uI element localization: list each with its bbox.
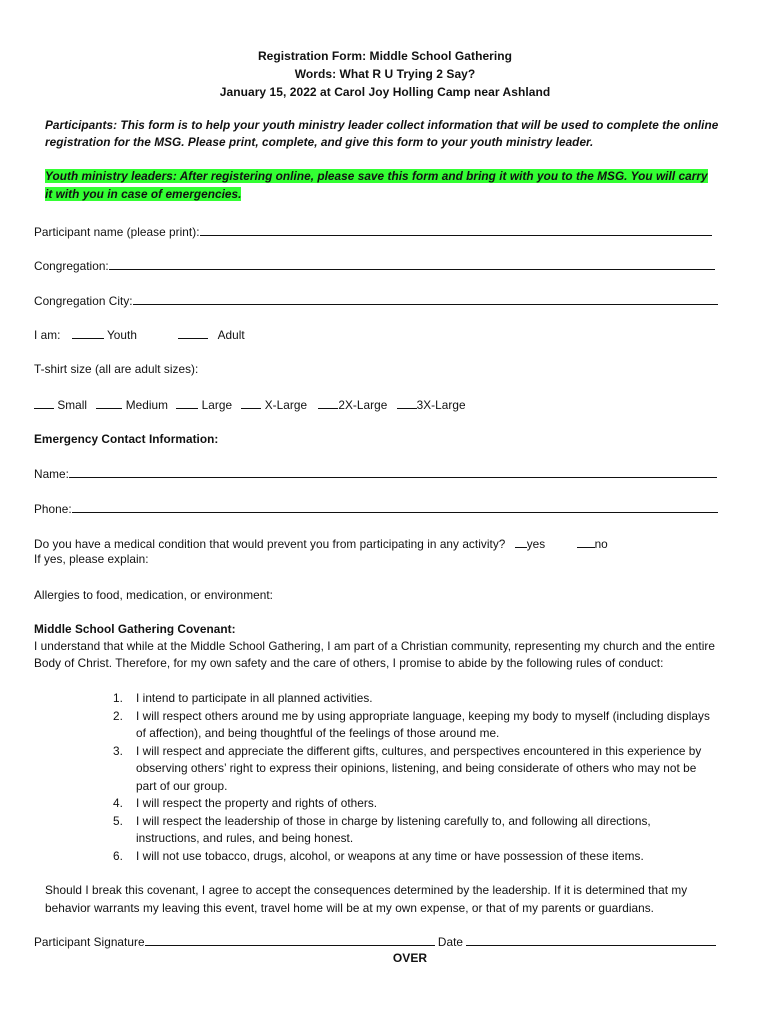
rule-number: 3. bbox=[113, 743, 123, 758]
congregation-field[interactable] bbox=[109, 257, 715, 270]
medical-no-blank[interactable] bbox=[577, 535, 595, 548]
emergency-name-label: Name: bbox=[34, 467, 69, 481]
form-title: Registration Form: Middle School Gathering bbox=[257, 49, 513, 63]
rule-text: I will respect the leadership of those in charge by listening carefully to, and following all directions, instructions, and rules, and being honest. bbox=[136, 813, 651, 845]
size-medium-blank[interactable] bbox=[96, 396, 122, 409]
rule-text: I will not use tobacco, drugs, alcohol, or weapons at any time or have possession of these items. bbox=[136, 848, 644, 863]
emergency-phone-field[interactable] bbox=[72, 500, 718, 513]
covenant-rule bbox=[113, 690, 713, 708]
congregation-city-label: Congregation City: bbox=[34, 294, 133, 308]
size-xlarge-label: X-Large bbox=[264, 398, 308, 412]
tshirt-sizes-row bbox=[34, 396, 466, 414]
participant-instructions: Participants: This form is to help your youth ministry leader collect information that will be used to complete the online registration for the MSG. Please print, complete, and give this form to your youth ministry leader. bbox=[45, 118, 719, 149]
size-small-blank[interactable] bbox=[34, 396, 54, 409]
size-xlarge-blank[interactable] bbox=[241, 396, 261, 409]
congregation-city-row bbox=[34, 292, 718, 310]
medical-yes-blank[interactable] bbox=[515, 535, 527, 548]
over-indicator: OVER bbox=[392, 951, 428, 965]
date-label: Date bbox=[437, 935, 464, 949]
covenant-consequence: Should I break this covenant, I agree to accept the consequences determined by the leadership. If it is determined that my behavior warrants my leaving this event, travel home will be at my own expense, or that of my parents or guardians. bbox=[45, 883, 688, 915]
adult-label: Adult bbox=[217, 328, 245, 342]
youth-label: Youth bbox=[106, 328, 137, 342]
adult-blank[interactable] bbox=[178, 326, 208, 339]
congregation-row bbox=[34, 257, 715, 275]
emergency-name-row bbox=[34, 465, 717, 483]
participant-name-label: Participant name (please print): bbox=[34, 225, 200, 239]
leaders-note-line1: Youth ministry leaders: After registering online, please save this form and bring it with you to the MSG. You will carry bbox=[45, 169, 708, 183]
form-header bbox=[0, 47, 770, 101]
medical-explain-label: If yes, please explain: bbox=[34, 552, 149, 566]
size-3xlarge-label: 3X-Large bbox=[416, 398, 466, 412]
leaders-note-line2: it with you in case of emergencies. bbox=[45, 186, 242, 201]
signature-label: Participant Signature bbox=[34, 935, 145, 949]
signature-field[interactable] bbox=[145, 933, 435, 946]
covenant-rule bbox=[113, 708, 713, 743]
covenant-rule bbox=[113, 813, 713, 848]
rule-number: 6. bbox=[113, 848, 123, 863]
covenant-rule bbox=[113, 795, 713, 813]
i-am-label: I am: bbox=[34, 328, 61, 342]
emergency-phone-row bbox=[34, 500, 718, 518]
emergency-contact-heading: Emergency Contact Information: bbox=[34, 432, 219, 446]
rule-text: I will respect and appreciate the different gifts, cultures, and perspectives encountered in this experience by observing others’ right to express their opinions, listening, and being considerate of others who may not be part of our group. bbox=[136, 743, 702, 793]
tshirt-label: T-shirt size (all are adult sizes): bbox=[34, 362, 199, 376]
leaders-note bbox=[45, 168, 745, 203]
covenant-rule bbox=[113, 848, 713, 866]
size-2xlarge-blank[interactable] bbox=[318, 396, 338, 409]
size-2xlarge-label: 2X-Large bbox=[338, 398, 388, 412]
rule-number: 1. bbox=[113, 691, 123, 705]
size-small-label: Small bbox=[57, 398, 88, 412]
emergency-name-field[interactable] bbox=[69, 465, 717, 478]
size-large-blank[interactable] bbox=[176, 396, 198, 409]
covenant-rules-list bbox=[113, 690, 713, 865]
participant-name-field[interactable] bbox=[200, 223, 712, 236]
rule-text: I will respect the property and rights of others. bbox=[136, 796, 378, 810]
participant-name-row bbox=[34, 223, 712, 241]
event-theme: Words: What R U Trying 2 Say? bbox=[294, 67, 476, 81]
allergies-label: Allergies to food, medication, or environment: bbox=[34, 588, 274, 602]
covenant-section bbox=[34, 621, 734, 673]
size-large-label: Large bbox=[201, 398, 233, 412]
congregation-city-field[interactable] bbox=[133, 292, 718, 305]
size-medium-label: Medium bbox=[125, 398, 168, 412]
rule-number: 2. bbox=[113, 708, 123, 723]
size-3xlarge-blank[interactable] bbox=[397, 396, 417, 409]
congregation-label: Congregation: bbox=[34, 259, 109, 273]
rule-text: I intend to participate in all planned activities. bbox=[136, 691, 373, 705]
medical-no-label: no bbox=[594, 537, 608, 551]
rule-number: 5. bbox=[113, 813, 123, 828]
signature-row bbox=[34, 933, 716, 949]
emergency-phone-label: Phone: bbox=[34, 502, 72, 516]
rule-number: 4. bbox=[113, 796, 123, 810]
date-field[interactable] bbox=[466, 933, 716, 946]
youth-blank[interactable] bbox=[72, 326, 104, 339]
rule-text: I will respect others around me by using appropriate language, keeping my body to myself (including displays of affection), and being thoughtful of the feelings of those around me. bbox=[136, 708, 710, 740]
medical-yes-label: yes bbox=[526, 537, 546, 551]
i-am-row bbox=[34, 326, 245, 344]
covenant-title: Middle School Gathering Covenant: bbox=[34, 622, 236, 636]
covenant-rule bbox=[113, 743, 713, 796]
event-date-location: January 15, 2022 at Carol Joy Holling Camp near Ashland bbox=[219, 85, 551, 99]
covenant-intro: I understand that while at the Middle School Gathering, I am part of a Christian community, representing my church and the entire Body of Christ. Therefore, for my own safety and the care of others, I promise to abide by the following rules of conduct: bbox=[34, 639, 715, 671]
medical-question: Do you have a medical condition that would prevent you from participating in any activity? bbox=[34, 537, 506, 551]
